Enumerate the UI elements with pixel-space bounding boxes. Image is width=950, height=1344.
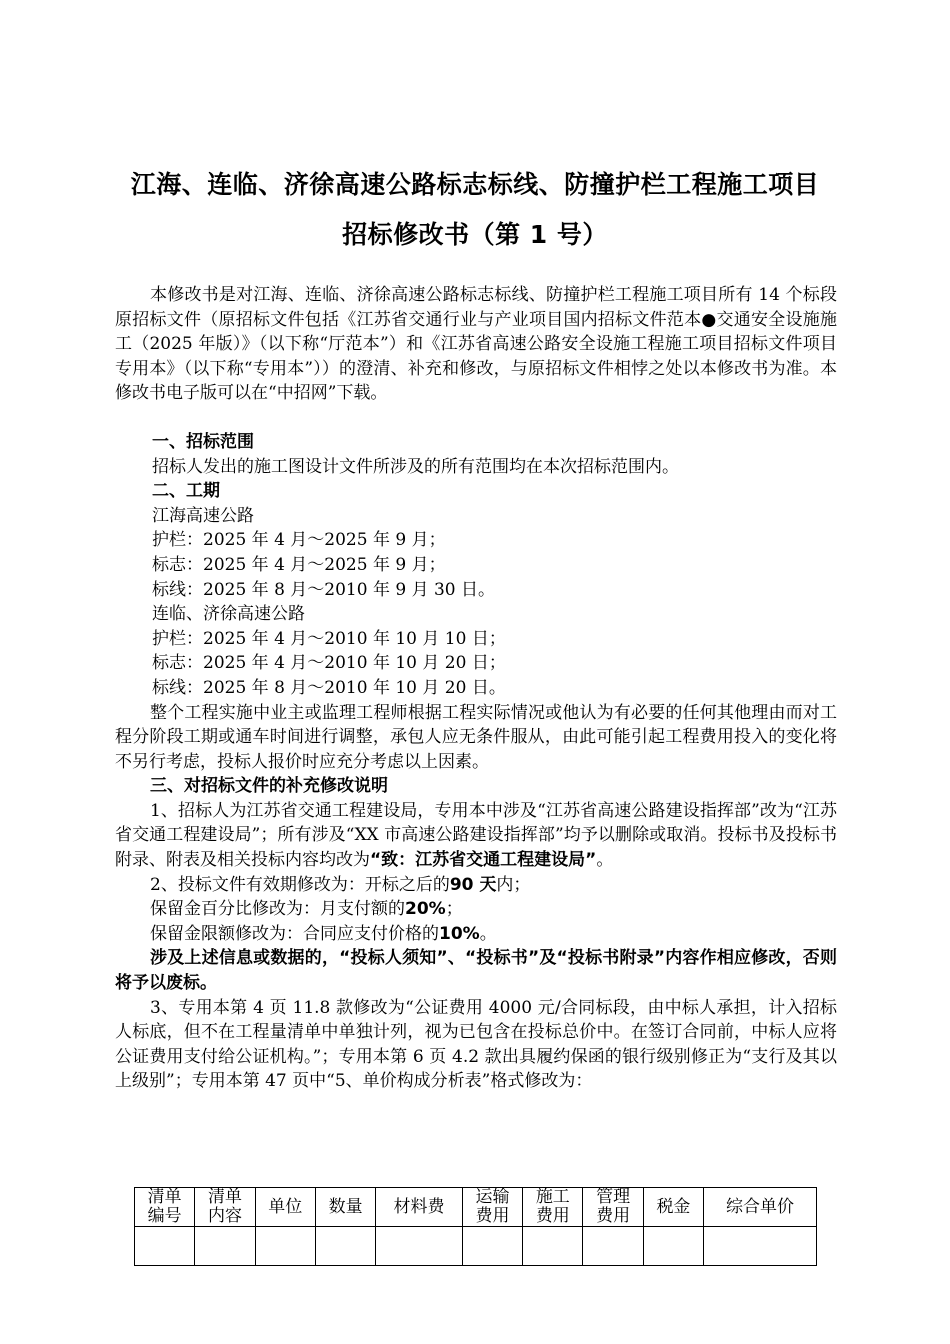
header-cell-transport: 运输 费用 bbox=[462, 1188, 522, 1227]
schedule-line: 护栏：2025 年 4 月～2025 年 9 月； bbox=[152, 530, 446, 551]
table-cell bbox=[315, 1227, 375, 1266]
retention-cap-end: 。 bbox=[479, 923, 497, 944]
table-cell bbox=[583, 1227, 643, 1266]
header-cell-item-content: 清单 内容 bbox=[195, 1188, 255, 1227]
schedule-line: 标志：2025 年 4 月～2025 年 9 月； bbox=[152, 554, 446, 575]
document-title-line2: 招标修改书（第 1 号） bbox=[342, 220, 608, 249]
item2-text: 2、投标文件有效期修改为：开标之后的 bbox=[150, 874, 450, 895]
item2-bold-text: 90 天 bbox=[449, 874, 497, 895]
table-row bbox=[135, 1227, 817, 1266]
retention-percentage bbox=[115, 897, 837, 922]
spacer bbox=[115, 406, 837, 430]
document-title-line1: 江海、连临、济徐高速公路标志标线、防撞护栏工程施工项目 bbox=[130, 170, 820, 199]
section2-heading: 二、工期 bbox=[152, 481, 220, 502]
table-cell bbox=[376, 1227, 463, 1266]
road1-name: 江海高速公路 bbox=[152, 505, 254, 526]
table-cell bbox=[704, 1227, 817, 1266]
section3-item1 bbox=[115, 799, 837, 873]
header-cell-unit: 单位 bbox=[255, 1188, 315, 1227]
disqualification-warning: 涉及上述信息或数据的，“投标人须知”、“投标书”及“投标书附录”内容作相应修改，否则将予以废标。 bbox=[115, 948, 837, 994]
section3-item2 bbox=[115, 873, 837, 898]
header-cell-quantity: 数量 bbox=[315, 1188, 375, 1227]
unit-price-analysis-table bbox=[134, 1187, 817, 1266]
header-cell-unit-price: 综合单价 bbox=[704, 1188, 817, 1227]
table-cell bbox=[523, 1227, 583, 1266]
table-cell bbox=[462, 1227, 522, 1266]
retention-cap-text: 保留金限额修改为：合同应支付价格的 bbox=[150, 923, 439, 944]
road2-name: 连临、济徐高速公路 bbox=[152, 604, 305, 625]
retention-pct-value: 20% bbox=[405, 899, 446, 920]
section1-heading: 一、招标范围 bbox=[152, 431, 254, 452]
item1-bold-text: “致：江苏省交通工程建设局” bbox=[370, 850, 597, 871]
header-cell-construction: 施工 费用 bbox=[523, 1188, 583, 1227]
section1-text: 招标人发出的施工图设计文件所涉及的所有范围均在本次招标范围内。 bbox=[152, 456, 679, 477]
retention-pct-text: 保留金百分比修改为：月支付额的 bbox=[150, 899, 405, 920]
item1-end: 。 bbox=[596, 850, 614, 871]
document-body bbox=[115, 283, 837, 1094]
schedule-line: 标志：2025 年 4 月～2010 年 10 月 20 日； bbox=[152, 653, 506, 674]
header-cell-tax: 税金 bbox=[643, 1188, 703, 1227]
retention-cap-value: 10% bbox=[439, 923, 480, 944]
schedule-line: 标线：2025 年 8 月～2010 年 10 月 20 日。 bbox=[152, 677, 506, 698]
schedule-note: 整个工程实施中业主或监理工程师根据工程实际情况或他认为有必要的任何其他理由而对工程分阶段工期或通车时间进行调整，承包人应无条件服从，由此可能引起工程费用投入的变化将不另行考虑，投标人报价时应充分考虑以上因素。 bbox=[115, 702, 837, 772]
table-cell bbox=[195, 1227, 255, 1266]
intro-paragraph: 本修改书是对江海、连临、济徐高速公路标志标线、防撞护栏工程施工项目所有 14 个标段原招标文件（原招标文件包括《江苏省交通行业与产业项目国内招标文件范本●交通安全设施施工（2025 年版）》（以下称“厅范本”）和《江苏省高速公路安全设施工程施工项目招标文件项目专用本》（以下称“专用本”））的澄清、补充和修改，与原招标文件相悖之处以本修改书为准。本修改书电子版可以在“中招网”下载。 bbox=[115, 285, 837, 404]
retention-pct-end: ； bbox=[445, 899, 463, 920]
schedule-line: 护栏：2025 年 4 月～2010 年 10 月 10 日； bbox=[152, 628, 506, 649]
item1-text: 1、招标人为江苏省交通工程建设局，专用本中涉及“江苏省高速公路建设指挥部”改为“江苏省交通工程建设局”；所有涉及“XX 市高速公路建设指挥部”均予以删除或取消。投标书及投标书附录、附表及相关投标内容均改为 bbox=[115, 800, 837, 871]
table-cell bbox=[643, 1227, 703, 1266]
table-header-row bbox=[135, 1188, 817, 1227]
table-cell bbox=[255, 1227, 315, 1266]
retention-cap bbox=[115, 922, 837, 947]
section3-item3: 3、专用本第 4 页 11.8 款修改为“公证费用 4000 元/合同标段，由中标人承担，计入招标人标底，但不在工程量清单中单独计列，视为已包含在投标总价中。在签订合同前，中标人应将公证费用支付给公证机构。”；专用本第 6 页 4.2 款出具履约保函的银行级别修正为“支行及其以上级别”；专用本第 47 页中“5、单价构成分析表”格式修改为： bbox=[115, 997, 837, 1092]
item2-end: 内； bbox=[496, 874, 531, 895]
section3-heading: 三、对招标文件的补充修改说明 bbox=[150, 776, 388, 797]
header-cell-management: 管理 费用 bbox=[583, 1188, 643, 1227]
schedule-line: 标线：2025 年 8 月～2010 年 9 月 30 日。 bbox=[152, 579, 496, 600]
header-cell-item-no: 清单 编号 bbox=[135, 1188, 195, 1227]
table-cell bbox=[135, 1227, 195, 1266]
header-cell-material: 材料费 bbox=[376, 1188, 463, 1227]
